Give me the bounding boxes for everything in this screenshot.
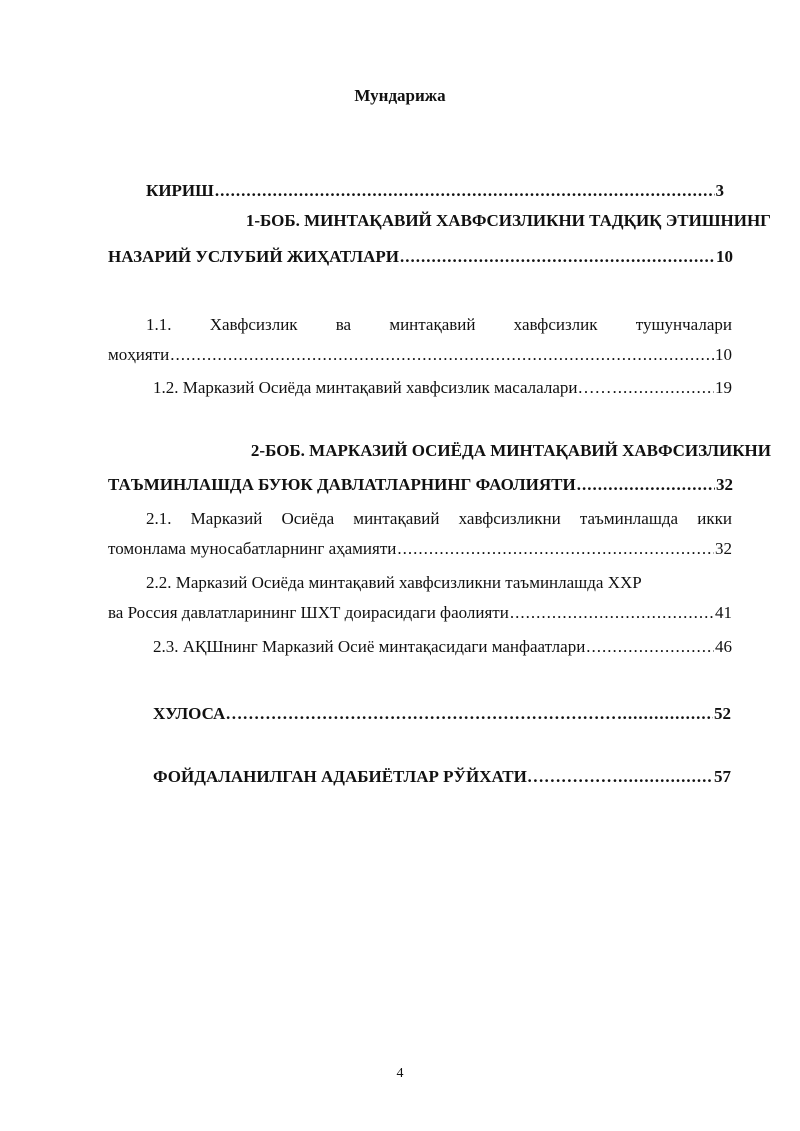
toc-entry-title-line1: 1-БОБ. МИНТАҚАВИЙ ХАВФСИЗЛИКНИ ТАДҚИҚ ЭТИШНИНГ [245, 211, 771, 230]
toc-page-number: 46 [715, 637, 732, 656]
dot-leader [617, 703, 713, 725]
toc-page-number: 57 [714, 767, 731, 786]
dot-leader [510, 602, 714, 624]
toc-entry-section-1-1 [108, 314, 732, 366]
toc-entry-title-line1: 1.1. Хавфсизлик ва минтақавий хавфсизлик тушунчалари [146, 315, 732, 334]
toc-page-number: 10 [715, 345, 732, 364]
toc-entry-title-line2: моҳияти [108, 345, 170, 364]
toc-entry-intro [146, 180, 724, 202]
toc-entry-section-2-3 [153, 636, 732, 658]
toc-entry-conclusion [153, 703, 731, 725]
toc-entry-title-line2: томонлама муносабатларнинг аҳамияти [108, 539, 397, 558]
toc-page-number: 3 [715, 181, 724, 200]
dot-leader [397, 538, 714, 560]
dot-leader [170, 344, 714, 366]
toc-entry-section-1-2 [153, 377, 732, 399]
dot-leader [586, 636, 714, 658]
dot-leader [215, 180, 715, 202]
toc-entry-chapter-2 [108, 440, 771, 496]
toc-page-number: 41 [715, 603, 732, 622]
toc-entry-label: 1.2. Марказий Осиёда минтақавий хавфсизлик масалалари…… [153, 378, 612, 397]
dot-leader [613, 766, 713, 788]
toc-title: Мундарижа [354, 86, 446, 105]
toc-entry-section-2-2 [108, 572, 732, 624]
toc-entry-title-line2: НАЗАРИЙ УСЛУБИЙ ЖИҲАТЛАРИ [108, 247, 399, 266]
toc-entry-title-line1: 2.1. Марказий Осиёда минтақавий хавфсизликни таъминлашда икки [146, 509, 732, 528]
toc-entry-label: 2.3. АҚШнинг Марказий Осиё минтақасидаги манфаатлари [153, 637, 586, 656]
dot-leader [612, 377, 714, 399]
page-number: 4 [396, 1066, 404, 1081]
toc-entry-title-line1: 2.2. Марказий Осиёда минтақавий хавфсизликни таъминлашда ХХР [146, 573, 642, 592]
toc-entry-title-line1: 2-БОБ. МАРКАЗИЙ ОСИЁДА МИНТАҚАВИЙ ХАВФСИЗЛИКНИ [250, 441, 771, 460]
toc-entry-label: КИРИШ [146, 181, 214, 200]
toc-entry-references [153, 766, 731, 788]
toc-page-number: 32 [716, 475, 733, 494]
toc-page-number: 52 [714, 704, 731, 723]
toc-entry-label: ФОЙДАЛАНИЛГАН АДАБИЁТЛАР РЎЙХАТИ…………… [153, 767, 612, 786]
toc-entry-chapter-1 [108, 210, 771, 268]
toc-entry-title-line2: ва Россия давлатларининг ШХТ доирасидаги фаолияти [108, 603, 509, 622]
dot-leader [400, 246, 715, 268]
toc-entry-section-2-1 [108, 508, 732, 560]
toc-entry-label: ХУЛОСА…………………………………………………………… [153, 704, 617, 723]
toc-page-number: 32 [715, 539, 732, 558]
toc-page-number: 10 [716, 247, 733, 266]
toc-page-number: 19 [715, 378, 732, 397]
toc-entry-title-line2: ТАЪМИНЛАШДА БУЮК ДАВЛАТЛАРНИНГ ФАОЛИЯТИ [108, 475, 576, 494]
dot-leader [577, 474, 715, 496]
